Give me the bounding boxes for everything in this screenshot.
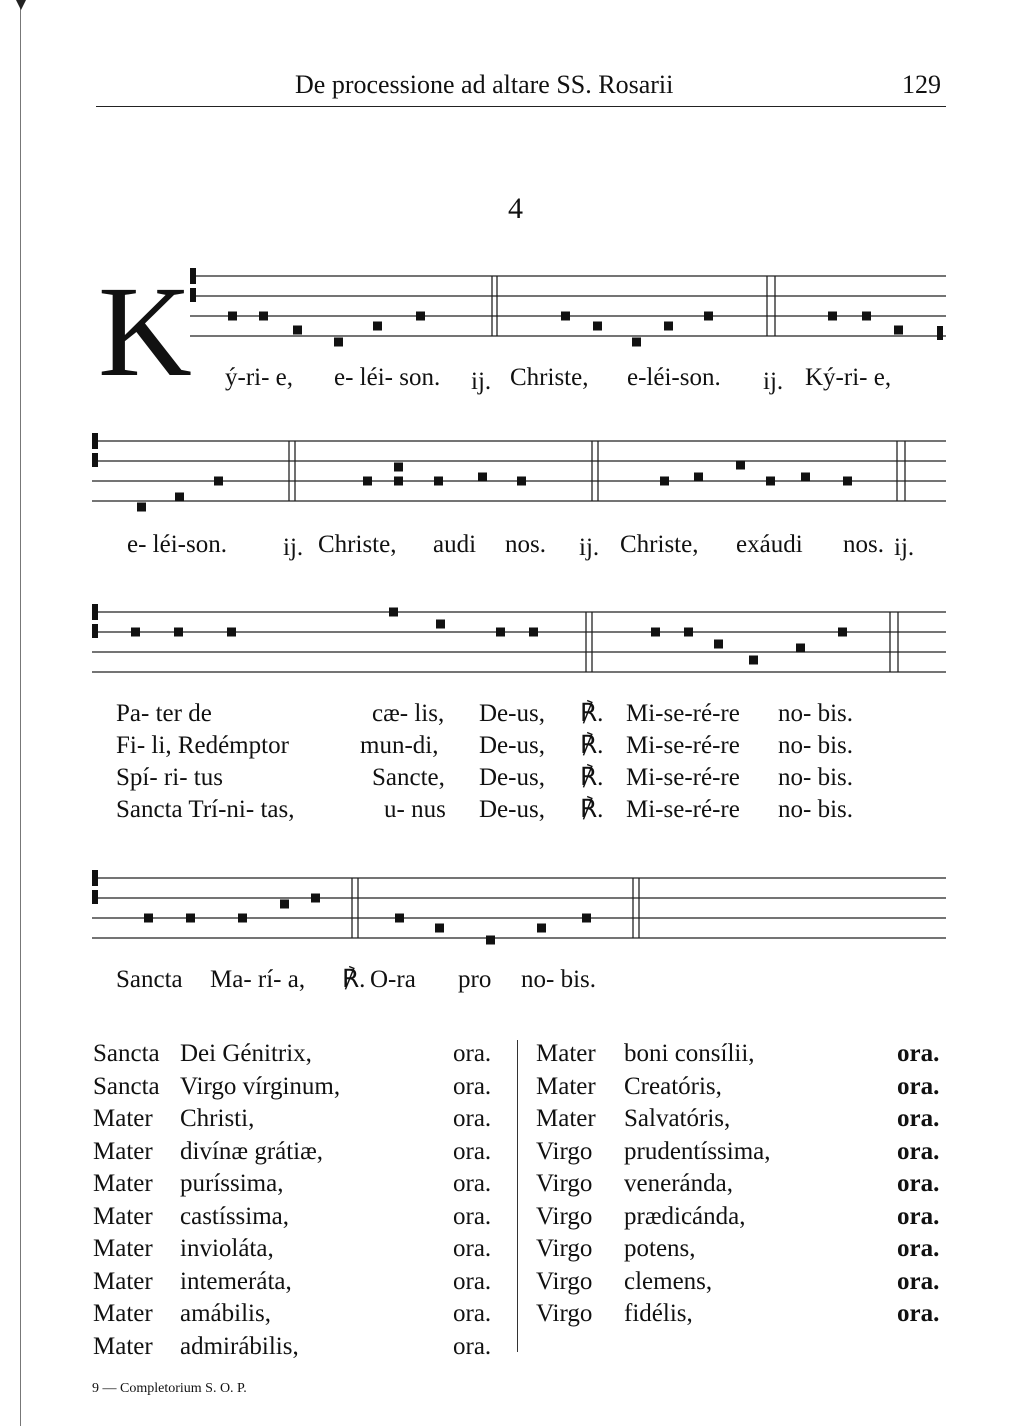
invocation-response: ora. bbox=[897, 1170, 940, 1197]
kyrie-repeat-mark: ij. bbox=[283, 534, 304, 561]
verse-4-miserere: Mi-se-ré-re bbox=[626, 796, 740, 823]
neume-punctum bbox=[144, 914, 153, 923]
neume-punctum bbox=[395, 914, 404, 923]
kyrie-syllable: nos. bbox=[843, 531, 884, 558]
invocation-response: ora. bbox=[453, 1202, 492, 1230]
invocation-epithet: puríssima, bbox=[180, 1170, 284, 1197]
neume-punctum bbox=[766, 477, 775, 486]
neume-punctum bbox=[363, 477, 372, 486]
neume-punctum bbox=[496, 628, 505, 637]
maria-word: pro bbox=[458, 966, 492, 993]
response-symbol: ℟. bbox=[580, 796, 604, 823]
kyrie-syllable: Christe, bbox=[510, 364, 589, 391]
invocation-title: Virgo bbox=[536, 1235, 593, 1262]
verse-2-name: mun-di, bbox=[360, 732, 439, 759]
neume-punctum bbox=[694, 473, 703, 482]
invocation-response: ora. bbox=[453, 1332, 492, 1360]
invocation-response: ora. bbox=[453, 1170, 492, 1197]
invocation-title: Mater bbox=[93, 1137, 153, 1165]
verse-4-deus: De-us, bbox=[479, 796, 545, 823]
neume-punctum bbox=[137, 503, 146, 512]
invocation-epithet: Virgo vírginum, bbox=[180, 1072, 341, 1100]
neume-punctum bbox=[434, 477, 443, 486]
neume-punctum bbox=[280, 900, 289, 909]
chant-number: 4 bbox=[508, 192, 523, 225]
invocation-title: Virgo bbox=[536, 1170, 593, 1197]
page-number: 129 bbox=[902, 70, 941, 99]
invocation-title: Mater bbox=[93, 1267, 153, 1295]
neume-punctum bbox=[311, 894, 320, 903]
neume-punctum bbox=[894, 326, 903, 335]
neume-punctum bbox=[175, 493, 184, 502]
neume-punctum bbox=[561, 312, 570, 321]
invocation-epithet: potens, bbox=[624, 1235, 696, 1262]
neume-punctum bbox=[582, 914, 591, 923]
invocation-response: ora. bbox=[897, 1137, 940, 1165]
response-symbol: ℟. bbox=[580, 764, 604, 791]
neume-punctum bbox=[293, 326, 302, 335]
invocation-epithet: prædicánda, bbox=[624, 1202, 746, 1230]
neume-punctum bbox=[416, 312, 425, 321]
invocation-response: ora. bbox=[453, 1300, 492, 1327]
neume-punctum bbox=[238, 914, 247, 923]
kyrie-syllable: e-léi-son. bbox=[627, 364, 721, 391]
neume-punctum bbox=[227, 628, 236, 637]
verse-4-name: u- nus bbox=[384, 796, 446, 823]
invocation-epithet: fidélis, bbox=[624, 1300, 693, 1327]
invocation-response: ora. bbox=[453, 1105, 492, 1132]
invocation-response: ora. bbox=[897, 1105, 940, 1132]
invocation-response: ora. bbox=[897, 1267, 940, 1295]
verse-2-invocation: Fi- li, Redémptor bbox=[116, 732, 289, 759]
response-symbol: ℟. bbox=[580, 700, 604, 727]
neume-punctum bbox=[394, 477, 403, 486]
kyrie-syllable: Christe, bbox=[620, 531, 699, 558]
maria-word: Ma- rí- a, bbox=[210, 966, 306, 993]
neume-punctum bbox=[660, 477, 669, 486]
verse-2-deus: De-us, bbox=[479, 732, 545, 759]
neume-punctum bbox=[228, 312, 237, 321]
verse-3-nobis: no- bis. bbox=[778, 764, 853, 791]
do-clef-icon bbox=[92, 604, 98, 620]
custos-mark bbox=[937, 326, 943, 340]
neume-punctum bbox=[131, 628, 140, 637]
column-divider bbox=[517, 1040, 518, 1352]
neume-punctum bbox=[684, 628, 693, 637]
kyrie-syllable: Ký-ri- e, bbox=[805, 364, 892, 391]
kyrie-syllable: Christe, bbox=[318, 531, 397, 558]
do-clef-icon bbox=[92, 870, 98, 886]
kyrie-syllable: e- léi- son. bbox=[334, 364, 441, 391]
neume-punctum bbox=[486, 936, 495, 945]
do-clef-icon bbox=[92, 890, 98, 904]
invocation-title: Mater bbox=[93, 1300, 153, 1327]
verse-4-nobis: no- bis. bbox=[778, 796, 853, 823]
neume-punctum bbox=[828, 312, 837, 321]
invocation-epithet: veneránda, bbox=[624, 1170, 733, 1197]
neume-punctum bbox=[334, 338, 343, 347]
verse-1-deus: De-us, bbox=[479, 700, 545, 727]
neume-punctum bbox=[373, 322, 382, 331]
kyrie-syllable: e- léi-son. bbox=[127, 531, 227, 558]
invocation-title: Mater bbox=[93, 1170, 153, 1197]
invocation-title: Mater bbox=[93, 1202, 153, 1230]
invocation-epithet: prudentíssima, bbox=[624, 1137, 771, 1165]
neume-punctum bbox=[186, 914, 195, 923]
invocation-title: Sancta bbox=[93, 1040, 160, 1067]
neume-punctum bbox=[838, 628, 847, 637]
drop-initial: K bbox=[98, 260, 192, 404]
invocation-epithet: Salvatóris, bbox=[624, 1105, 731, 1132]
neume-punctum bbox=[394, 463, 403, 472]
invocation-response: ora. bbox=[453, 1235, 492, 1262]
verse-3-miserere: Mi-se-ré-re bbox=[626, 764, 740, 791]
neume-punctum bbox=[801, 473, 810, 482]
invocation-response: ora. bbox=[897, 1300, 940, 1327]
neume-punctum bbox=[593, 322, 602, 331]
neume-punctum bbox=[435, 924, 444, 933]
invocation-title: Virgo bbox=[536, 1137, 593, 1165]
invocation-response: ora. bbox=[897, 1235, 940, 1262]
neume-punctum bbox=[651, 628, 660, 637]
verse-2-nobis: no- bis. bbox=[778, 732, 853, 759]
maria-word: Sancta bbox=[116, 966, 183, 993]
kyrie-syllable: ý-ri- e, bbox=[225, 364, 294, 391]
neume-punctum bbox=[704, 312, 713, 321]
neume-punctum bbox=[436, 620, 445, 629]
invocation-title: Virgo bbox=[536, 1267, 593, 1295]
invocation-response: ora. bbox=[453, 1040, 492, 1067]
verse-1-invocation: Pa- ter de bbox=[116, 700, 212, 727]
neume-punctum bbox=[214, 477, 223, 486]
invocation-epithet: intemeráta, bbox=[180, 1267, 292, 1295]
verse-3-invocation: Spí- ri- tus bbox=[116, 764, 223, 791]
do-clef-icon bbox=[92, 433, 98, 449]
invocation-title: Mater bbox=[536, 1040, 596, 1067]
invocation-title: Virgo bbox=[536, 1202, 593, 1230]
maria-word: O-ra bbox=[370, 966, 416, 993]
running-title: De processione ad altare SS. Rosarii bbox=[295, 70, 674, 99]
invocation-epithet: Creatóris, bbox=[624, 1072, 722, 1100]
invocation-epithet: amábilis, bbox=[180, 1300, 271, 1327]
invocation-epithet: invioláta, bbox=[180, 1235, 274, 1262]
invocation-epithet: divínæ grátiæ, bbox=[180, 1137, 324, 1165]
do-clef-icon bbox=[92, 624, 98, 638]
neume-punctum bbox=[389, 608, 398, 617]
invocation-response: ora. bbox=[453, 1267, 492, 1295]
invocation-epithet: castíssima, bbox=[180, 1202, 290, 1230]
neume-punctum bbox=[664, 322, 673, 331]
verse-4-invocation: Sancta Trí-ni- tas, bbox=[116, 796, 295, 823]
neume-punctum bbox=[478, 473, 487, 482]
invocation-response: ora. bbox=[897, 1040, 940, 1067]
invocation-title: Sancta bbox=[93, 1072, 160, 1100]
neume-punctum bbox=[537, 924, 546, 933]
neume-punctum bbox=[736, 461, 745, 470]
neume-punctum bbox=[714, 640, 723, 649]
invocation-response: ora. bbox=[453, 1137, 492, 1165]
response-symbol: ℟. bbox=[342, 966, 366, 993]
invocation-epithet: boni consílii, bbox=[624, 1040, 755, 1067]
invocation-title: Virgo bbox=[536, 1300, 593, 1327]
neume-punctum bbox=[632, 338, 641, 347]
kyrie-repeat-mark: ij. bbox=[894, 534, 915, 561]
invocation-epithet: Christi, bbox=[180, 1105, 255, 1132]
neume-punctum bbox=[843, 477, 852, 486]
response-symbol: ℟. bbox=[580, 732, 604, 759]
invocation-title: Mater bbox=[93, 1235, 153, 1262]
invocation-title: Mater bbox=[536, 1072, 596, 1100]
invocation-epithet: clemens, bbox=[624, 1267, 713, 1295]
neume-punctum bbox=[749, 656, 758, 665]
verse-2-miserere: Mi-se-ré-re bbox=[626, 732, 740, 759]
invocation-epithet: Dei Génitrix, bbox=[180, 1040, 312, 1067]
kyrie-syllable: audi bbox=[433, 531, 477, 558]
neume-punctum bbox=[517, 477, 526, 486]
invocation-title: Mater bbox=[536, 1105, 596, 1132]
invocation-response: ora. bbox=[897, 1072, 940, 1100]
neume-punctum bbox=[174, 628, 183, 637]
invocation-title: Mater bbox=[93, 1332, 153, 1360]
verse-1-miserere: Mi-se-ré-re bbox=[626, 700, 740, 727]
verse-3-name: Sancte, bbox=[372, 764, 445, 791]
neume-punctum bbox=[862, 312, 871, 321]
invocation-response: ora. bbox=[453, 1072, 492, 1100]
invocation-title: Mater bbox=[93, 1105, 153, 1132]
kyrie-repeat-mark: ij. bbox=[471, 368, 492, 395]
neume-punctum bbox=[796, 644, 805, 653]
invocation-epithet: admirábilis, bbox=[180, 1332, 299, 1360]
verse-1-name: cæ- lis, bbox=[372, 700, 445, 727]
neume-punctum bbox=[529, 628, 538, 637]
neume-punctum bbox=[259, 312, 268, 321]
verse-3-deus: De-us, bbox=[479, 764, 545, 791]
kyrie-syllable: exáudi bbox=[736, 531, 803, 558]
maria-word: no- bis. bbox=[521, 966, 596, 993]
kyrie-syllable: nos. bbox=[505, 531, 546, 558]
verse-1-nobis: no- bis. bbox=[778, 700, 853, 727]
kyrie-repeat-mark: ij. bbox=[579, 534, 600, 561]
invocation-response: ora. bbox=[897, 1202, 940, 1230]
do-clef-icon bbox=[92, 453, 98, 467]
footer-signature: 9 — Completorium S. O. P. bbox=[92, 1381, 247, 1396]
kyrie-repeat-mark: ij. bbox=[763, 368, 784, 395]
